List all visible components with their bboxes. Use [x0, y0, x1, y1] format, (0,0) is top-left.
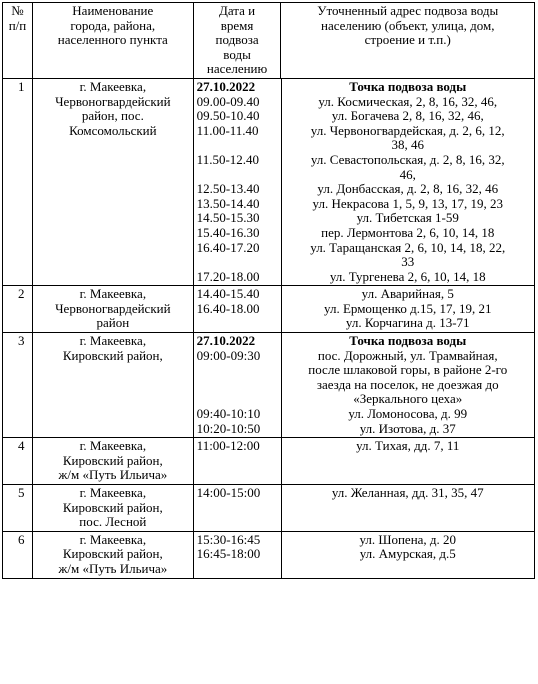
- delivery-time: 17.20-18.00: [196, 268, 260, 284]
- address-line: ул. Некрасова 1, 5, 9, 13, 17, 19, 23: [312, 195, 503, 211]
- header-text: Уточненный адрес подвоза воды: [317, 3, 499, 18]
- header-text: воды: [223, 46, 251, 62]
- header-text: населению (объект, улица, дом,: [321, 17, 495, 33]
- table-row: [2, 484, 535, 531]
- delivery-time: 16.40-17.20: [196, 239, 260, 255]
- row-number: 1: [18, 78, 25, 94]
- address-line: ул. Севастопольская, д. 2, 8, 16, 32,: [310, 151, 505, 167]
- place-line: г. Макеевка,: [79, 78, 147, 94]
- delivery-point-heading: Точка подвоза воды: [349, 78, 467, 94]
- datetime-cell: [194, 333, 282, 437]
- address-cell: [282, 79, 536, 285]
- water-delivery-table: [2, 2, 535, 579]
- place-cell: [33, 438, 194, 484]
- line-spacer: [197, 138, 278, 153]
- address-line: ул. Ермощенко д.15, 17, 19, 21: [324, 300, 492, 316]
- delivery-time: 09.00-09.40: [196, 93, 260, 109]
- header-text: населению: [206, 61, 268, 77]
- address-line: пер. Лермонтова 2, 6, 10, 14, 18: [321, 224, 495, 240]
- line-spacer: [197, 168, 278, 183]
- place-cell: [33, 286, 194, 332]
- row-number: 2: [18, 286, 25, 302]
- datetime-cell: [194, 485, 282, 531]
- table-body: [2, 78, 535, 579]
- header-col-place: [33, 3, 194, 78]
- place-line: г. Макеевка,: [79, 438, 147, 454]
- address-line: ул. Космическая, 2, 8, 16, 32, 46,: [318, 93, 498, 109]
- delivery-date: 27.10.2022: [196, 78, 256, 94]
- delivery-point-heading: Точка подвоза воды: [349, 333, 467, 349]
- address-cell: [282, 438, 536, 484]
- table-row: [2, 78, 535, 285]
- place-cell: [33, 79, 194, 285]
- address-line: ул. Аварийная, 5: [361, 286, 454, 302]
- place-cell: [33, 532, 194, 578]
- delivery-date: 27.10.2022: [196, 333, 256, 349]
- datetime-cell: [194, 286, 282, 332]
- address-line: 46,: [399, 166, 416, 182]
- place-line: ж/м «Путь Ильича»: [58, 560, 168, 576]
- address-line: 38, 46: [391, 137, 424, 153]
- place-cell: [33, 485, 194, 531]
- header-text: строение и т.п.): [364, 32, 451, 48]
- place-line: г. Макеевка,: [79, 286, 147, 302]
- delivery-time: 13.50-14.40: [196, 195, 260, 211]
- header-text: время: [220, 17, 254, 33]
- delivery-time: 16.40-18.00: [196, 300, 260, 316]
- line-spacer: [197, 392, 278, 407]
- header-text: населенного пункта: [57, 32, 168, 48]
- place-line: пос. Лесной: [79, 514, 147, 530]
- place-line: Червоногвардейский: [55, 93, 171, 109]
- delivery-time: 15:30-16:45: [196, 531, 261, 547]
- row-number-cell: [3, 532, 33, 578]
- row-number-cell: [3, 286, 33, 332]
- header-col-datetime: [194, 3, 282, 78]
- delivery-time: 14.50-15.30: [196, 210, 260, 226]
- delivery-time: 16:45-18:00: [196, 546, 261, 562]
- row-number-cell: [3, 438, 33, 484]
- place-line: район, пос.: [81, 108, 144, 124]
- row-number: 6: [18, 531, 25, 547]
- delivery-time: 10:20-10:50: [196, 420, 261, 436]
- row-number: 5: [18, 485, 25, 500]
- row-number-cell: [3, 333, 33, 437]
- row-number-cell: [3, 79, 33, 285]
- table-row: [2, 332, 535, 437]
- table-row: [2, 437, 535, 484]
- header-col-address: [281, 3, 535, 78]
- address-line: ул. Изотова, д. 37: [359, 420, 456, 436]
- address-line: ул. Ломоносова, д. 99: [348, 406, 468, 422]
- address-line: ул. Тибетская 1-59: [356, 210, 459, 226]
- line-spacer: [197, 255, 278, 270]
- delivery-time: 09:00-09:30: [196, 347, 261, 363]
- row-number-cell: [3, 485, 33, 531]
- place-line: Кировский район,: [62, 347, 163, 363]
- place-cell: [33, 333, 194, 437]
- delivery-time: 11.50-12.40: [196, 151, 260, 167]
- address-line: ул. Тихая, дд. 7, 11: [356, 438, 460, 454]
- place-line: Червоногвардейский: [55, 300, 171, 316]
- address-line: 33: [401, 254, 415, 270]
- delivery-time: 12.50-13.40: [196, 181, 260, 197]
- address-line: ул. Корчагина д. 13-71: [345, 315, 470, 331]
- header-text: №: [11, 3, 24, 18]
- delivery-time: 15.40-16.30: [196, 224, 260, 240]
- row-number: 3: [18, 333, 25, 349]
- delivery-time: 11:00-12:00: [196, 438, 260, 454]
- address-cell: [282, 532, 536, 578]
- address-line: ул. Амурская, д.5: [359, 546, 456, 562]
- datetime-cell: [194, 532, 282, 578]
- address-line: ул. Тургенева 2, 6, 10, 14, 18: [329, 268, 486, 284]
- address-cell: [282, 333, 536, 437]
- address-cell: [282, 485, 536, 531]
- place-line: Кировский район,: [62, 546, 163, 562]
- address-line: ул. Желанная, дд. 31, 35, 47: [331, 485, 484, 500]
- address-line: «Зеркального цеха»: [353, 391, 463, 407]
- address-line: пос. Дорожный, ул. Трамвайная,: [317, 347, 498, 363]
- table-row: [2, 531, 535, 579]
- place-line: г. Макеевка,: [79, 485, 147, 500]
- place-line: район: [96, 315, 130, 331]
- header-text: п/п: [8, 17, 27, 33]
- delivery-time: 09.50-10.40: [196, 108, 260, 124]
- row-number: 4: [18, 438, 25, 454]
- place-line: г. Макеевка,: [79, 333, 147, 349]
- place-line: Комсомольский: [69, 122, 157, 138]
- header-text: подвоза: [215, 32, 259, 48]
- address-line: ул. Червоногвардейская, д. 2, 6, 12,: [310, 122, 505, 138]
- line-spacer: [197, 316, 278, 331]
- address-line: заезда на поселок, не доезжая до: [316, 376, 499, 392]
- address-line: ул. Таращанская 2, 6, 10, 14, 18, 22,: [310, 239, 506, 255]
- line-spacer: [197, 378, 278, 393]
- header-text: Наименование: [72, 3, 154, 18]
- delivery-time: 14:00-15:00: [196, 485, 261, 500]
- address-cell: [282, 286, 536, 332]
- place-line: Кировский район,: [62, 452, 163, 468]
- line-spacer: [197, 363, 278, 378]
- delivery-time: 09:40-10:10: [196, 406, 261, 422]
- header-text: Дата и: [219, 3, 256, 18]
- address-line: ул. Шопена, д. 20: [359, 531, 457, 547]
- address-line: после шлаковой горы, в районе 2-го: [308, 362, 508, 378]
- place-line: Кировский район,: [62, 499, 163, 515]
- place-line: г. Макеевка,: [79, 531, 147, 547]
- datetime-cell: [194, 79, 282, 285]
- delivery-time: 11.00-11.40: [196, 122, 259, 138]
- place-line: ж/м «Путь Ильича»: [58, 467, 168, 483]
- address-line: ул. Донбасская, д. 2, 8, 16, 32, 46: [317, 181, 499, 197]
- address-line: ул. Богачева 2, 8, 16, 32, 46,: [331, 108, 484, 124]
- header-text: города, района,: [70, 17, 156, 33]
- delivery-time: 14.40-15.40: [196, 286, 260, 302]
- datetime-cell: [194, 438, 282, 484]
- table-row: [2, 285, 535, 332]
- header-col-number: [3, 3, 33, 78]
- table-header-row: [2, 2, 535, 78]
